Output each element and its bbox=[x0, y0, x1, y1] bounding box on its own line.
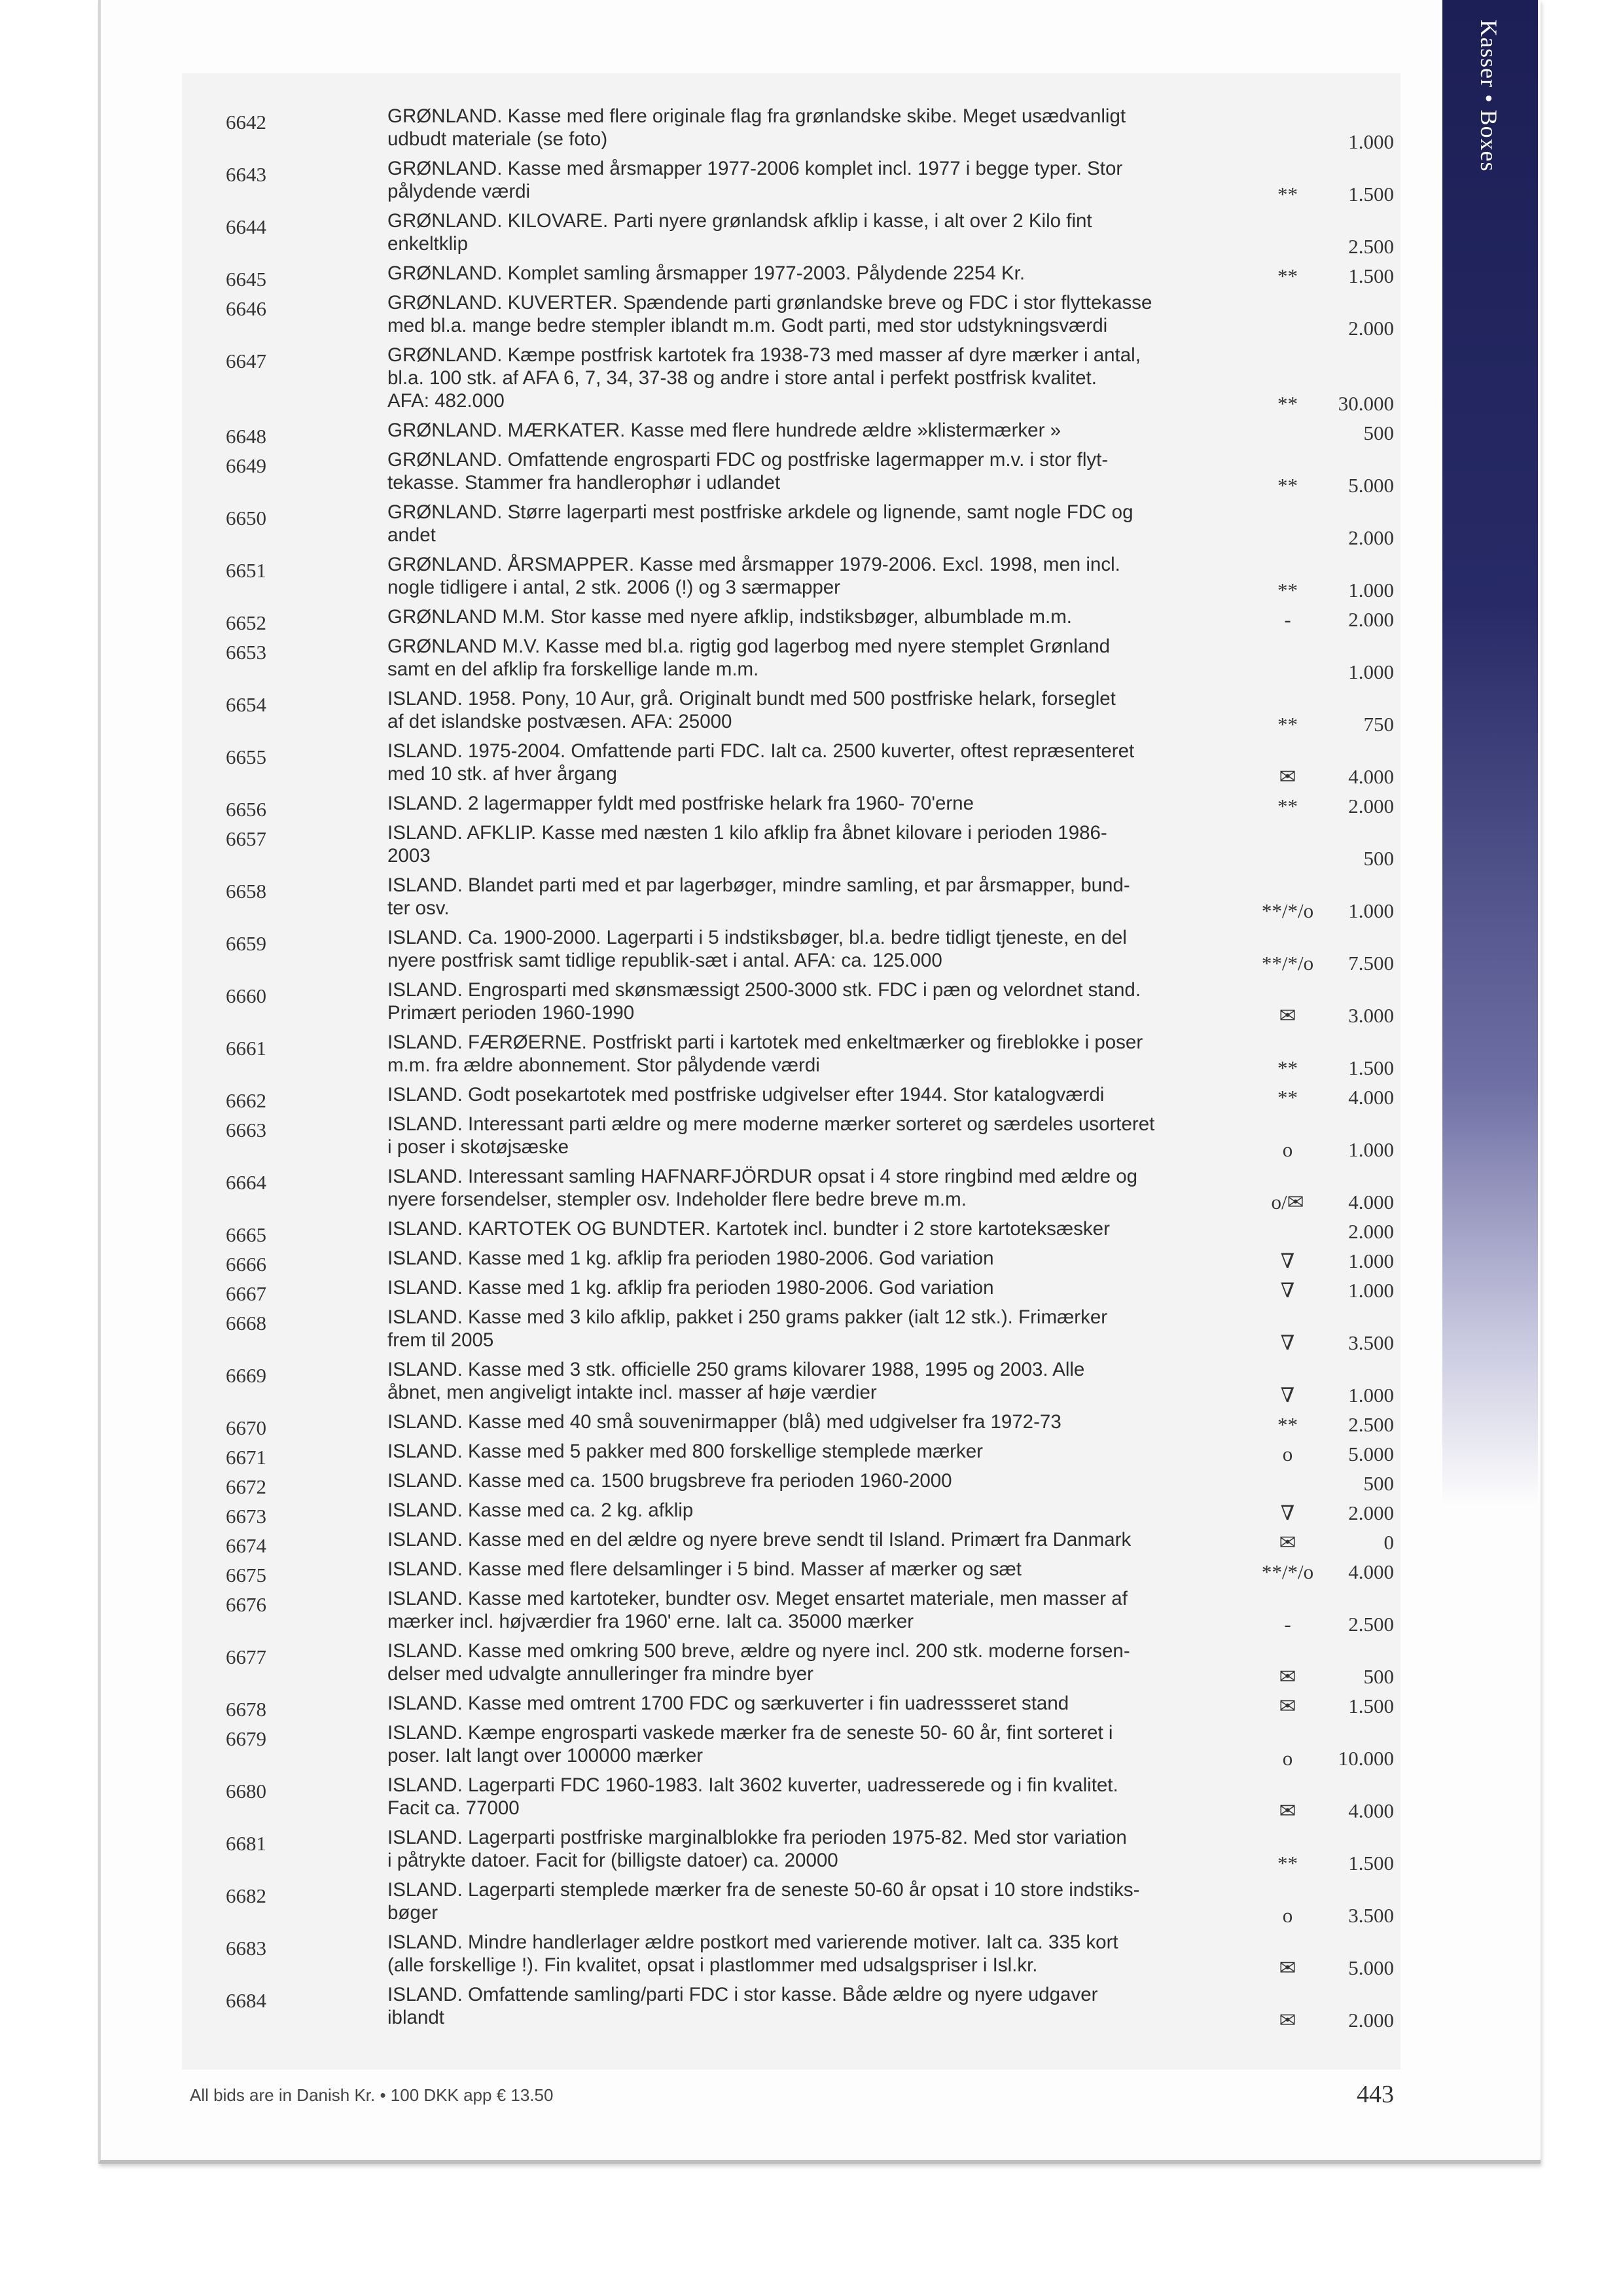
lot-number: 6677 bbox=[226, 1645, 266, 1668]
lot-row bbox=[0, 553, 1623, 599]
lot-row bbox=[0, 605, 1623, 634]
lot-description bbox=[387, 1826, 1238, 1872]
lot-row bbox=[0, 926, 1623, 975]
lot-description-line: m.m. fra ældre abonnement. Stor pålydende værdi bbox=[387, 1054, 820, 1076]
starting-price: 5.000 bbox=[1348, 1956, 1394, 1979]
lot-description bbox=[387, 291, 1238, 337]
lot-description-line: poser. Ialt langt over 100000 mærker bbox=[387, 1745, 704, 1767]
lot-number: 6653 bbox=[226, 641, 266, 664]
lot-description-line: ISLAND. Omfattende samling/parti FDC i stor kasse. Både ældre og nyere udgaver bbox=[387, 1984, 1098, 2005]
lot-description bbox=[387, 1031, 1238, 1077]
lot-number: 6666 bbox=[226, 1253, 266, 1276]
lot-description bbox=[387, 419, 1238, 442]
lot-description bbox=[387, 553, 1238, 599]
lot-description-line: Facit ca. 77000 bbox=[387, 1797, 520, 1819]
lot-description-line: GRØNLAND. Komplet samling årsmapper 1977-2003. Pålydende 2254 Kr. bbox=[387, 262, 1026, 284]
lot-description-line: GRØNLAND M.V. Kasse med bl.a. rigtig god lagerbog med nyere stemplet Grønland bbox=[387, 636, 1111, 657]
lot-number: 6645 bbox=[226, 268, 266, 291]
lot-description-line: ISLAND. Kasse med 3 kilo afklip, pakket i 250 grams pakker (ialt 12 stk.). Frimærker bbox=[387, 1306, 1108, 1328]
lot-description bbox=[387, 344, 1238, 412]
lot-number: 6644 bbox=[226, 215, 266, 238]
lot-description-line: GRØNLAND. MÆRKATER. Kasse med flere hundrede ældre »klistermærker » bbox=[387, 420, 1061, 441]
lot-description-line: (alle forskellige !). Fin kvalitet, opsat i plastlommer med udsalgspriser i Isl.kr. bbox=[387, 1954, 1038, 1976]
lot-description-line: pålydende værdi bbox=[387, 181, 531, 202]
lot-description-line: AFA: 482.000 bbox=[387, 390, 505, 412]
lot-row bbox=[0, 1217, 1623, 1246]
lot-description bbox=[387, 635, 1238, 681]
lot-description-line: i poser i skotøjsæske bbox=[387, 1136, 569, 1158]
lot-row bbox=[0, 262, 1623, 291]
lot-description-line: i påtrykte datoer. Facit for (billigste datoer) ca. 20000 bbox=[387, 1850, 838, 1871]
starting-price: 3.500 bbox=[1348, 1331, 1394, 1354]
starting-price: 7.500 bbox=[1348, 952, 1394, 975]
lot-description-line: enkeltklip bbox=[387, 233, 468, 255]
condition-symbol: ** bbox=[1277, 1852, 1298, 1874]
lot-number: 6647 bbox=[226, 350, 266, 372]
lot-description-line: ISLAND. Kasse med 5 pakker med 800 forskellige stemplede mærker bbox=[387, 1441, 983, 1462]
lot-description bbox=[387, 105, 1238, 151]
lot-description-line: ISLAND. Kasse med en del ældre og nyere breve sendt til Island. Primært fra Danmark bbox=[387, 1529, 1132, 1551]
condition-symbol: ✉ bbox=[1279, 1695, 1296, 1717]
lot-row bbox=[0, 419, 1623, 448]
lot-description bbox=[387, 1247, 1238, 1270]
condition-symbol: ** bbox=[1277, 713, 1298, 736]
condition-symbol: ∇ bbox=[1280, 1249, 1295, 1272]
lot-description bbox=[387, 1306, 1238, 1352]
lot-row bbox=[0, 1083, 1623, 1112]
lot-description bbox=[387, 1528, 1238, 1551]
lot-description-line: ISLAND. FÆRØERNE. Postfriskt parti i kartotek med enkeltmærker og fireblokke i poser bbox=[387, 1031, 1143, 1053]
condition-symbol: ** bbox=[1277, 795, 1298, 817]
starting-price: 1.000 bbox=[1348, 899, 1394, 922]
starting-price: 1.500 bbox=[1348, 264, 1394, 287]
starting-price: 1.000 bbox=[1348, 130, 1394, 153]
lot-description-line: GRØNLAND. KUVERTER. Spændende parti grønlandske breve og FDC i stor flyttekasse bbox=[387, 292, 1152, 314]
lot-row bbox=[0, 1031, 1623, 1077]
condition-symbol: o bbox=[1282, 1138, 1293, 1161]
starting-price: 500 bbox=[1363, 847, 1394, 870]
lot-number: 6643 bbox=[226, 163, 266, 186]
lot-number: 6656 bbox=[226, 798, 266, 821]
lot-number: 6681 bbox=[226, 1832, 266, 1855]
lot-description-line: ISLAND. Kæmpe engrosparti vaskede mærker fra de seneste 50- 60 år, fint sorteret i bbox=[387, 1722, 1113, 1744]
starting-price: 2.000 bbox=[1348, 1501, 1394, 1524]
starting-price: 2.000 bbox=[1348, 795, 1394, 817]
lot-description bbox=[387, 1276, 1238, 1299]
lot-description bbox=[387, 1217, 1238, 1240]
lot-description bbox=[387, 740, 1238, 785]
lot-description-line: ISLAND. 1975-2004. Omfattende parti FDC. Ialt ca. 2500 kuverter, oftest repræsenteret bbox=[387, 740, 1135, 762]
lot-row bbox=[0, 1721, 1623, 1770]
lot-number: 6675 bbox=[226, 1564, 266, 1587]
lot-number: 6680 bbox=[226, 1780, 266, 1803]
lot-description-line: iblandt bbox=[387, 2007, 444, 2028]
condition-symbol: ✉ bbox=[1279, 1956, 1296, 1979]
lot-number: 6655 bbox=[226, 745, 266, 768]
lot-row bbox=[0, 105, 1623, 151]
lot-description-line: med 10 stk. af hver årgang bbox=[387, 763, 617, 785]
lot-description bbox=[387, 1499, 1238, 1522]
lot-row bbox=[0, 874, 1623, 920]
condition-symbol: ∇ bbox=[1280, 1331, 1295, 1354]
lot-row bbox=[0, 1499, 1623, 1528]
lot-row bbox=[0, 687, 1623, 736]
lot-row bbox=[0, 157, 1623, 206]
lot-description bbox=[387, 605, 1238, 628]
section-tab-label: Kasser • Boxes bbox=[1476, 20, 1502, 172]
lot-description bbox=[387, 1440, 1238, 1463]
lot-number: 6665 bbox=[226, 1223, 266, 1246]
starting-price: 1.500 bbox=[1348, 1852, 1394, 1874]
lot-description-line: nogle tidligere i antal, 2 stk. 2006 (!) og 3 særmapper bbox=[387, 577, 840, 598]
lot-description-line: GRØNLAND. Kasse med flere originale flag fra grønlandske skibe. Meget usædvanligt bbox=[387, 105, 1126, 127]
lot-number: 6670 bbox=[226, 1416, 266, 1439]
lot-description-line: ISLAND. Blandet parti med et par lagerbøger, mindre samling, et par årsmapper, bund- bbox=[387, 874, 1130, 896]
starting-price: 500 bbox=[1363, 1665, 1394, 1688]
lot-number: 6650 bbox=[226, 507, 266, 529]
lot-description-line: delser med udvalgte annulleringer fra mindre byer bbox=[387, 1663, 813, 1685]
condition-symbol: ** bbox=[1277, 392, 1298, 415]
lot-description-line: GRØNLAND. Kæmpe postfrisk kartotek fra 1938-73 med masser af dyre mærker i antal, bbox=[387, 344, 1141, 366]
lot-description bbox=[387, 1640, 1238, 1685]
lot-row bbox=[0, 1469, 1623, 1498]
lot-row bbox=[0, 1587, 1623, 1636]
condition-symbol: ** bbox=[1277, 1056, 1298, 1079]
lot-description-line: bl.a. 100 stk. af AFA 6, 7, 34, 37-38 og andre i store antal i perfekt postfrisk kvalitet. bbox=[387, 367, 1097, 389]
lot-description-line: ISLAND. Kasse med flere delsamlinger i 5 bind. Masser af mærker og sæt bbox=[387, 1558, 1022, 1580]
lot-row bbox=[0, 1247, 1623, 1276]
starting-price: 1.000 bbox=[1348, 1138, 1394, 1161]
lot-description-line: ISLAND. Lagerparti FDC 1960-1983. Ialt 3602 kuverter, uadresserede og i fin kvalitet. bbox=[387, 1774, 1118, 1796]
starting-price: 0 bbox=[1383, 1531, 1394, 1554]
lot-description bbox=[387, 1878, 1238, 1924]
starting-price: 2.000 bbox=[1348, 317, 1394, 340]
lot-row bbox=[0, 1306, 1623, 1352]
lot-number: 6673 bbox=[226, 1505, 266, 1528]
starting-price: 750 bbox=[1363, 713, 1394, 736]
lot-description bbox=[387, 1469, 1238, 1492]
lot-description-line: ISLAND. Mindre handlerlager ældre postkort med varierende motiver. Ialt ca. 335 kort bbox=[387, 1931, 1118, 1953]
condition-symbol: ∇ bbox=[1280, 1279, 1295, 1302]
lot-number: 6657 bbox=[226, 827, 266, 850]
lot-number: 6649 bbox=[226, 454, 266, 477]
lot-row bbox=[0, 740, 1623, 788]
condition-symbol: o bbox=[1282, 1904, 1293, 1927]
lot-description-line: ter osv. bbox=[387, 897, 450, 919]
lot-description-line: tekasse. Stammer fra handlerophør i udlandet bbox=[387, 472, 781, 493]
lot-description-line: ISLAND. 1958. Pony, 10 Aur, grå. Originalt bundt med 500 postfriske helark, forseglet bbox=[387, 688, 1116, 709]
lot-row bbox=[0, 635, 1623, 681]
starting-price: 2.000 bbox=[1348, 1220, 1394, 1243]
lot-row bbox=[0, 1774, 1623, 1820]
condition-symbol: o bbox=[1282, 1747, 1293, 1770]
starting-price: 10.000 bbox=[1338, 1747, 1394, 1770]
lot-description bbox=[387, 1774, 1238, 1820]
starting-price: 2.500 bbox=[1348, 1413, 1394, 1436]
lot-description bbox=[387, 209, 1238, 255]
lot-description-line: med bl.a. mange bedre stempler iblandt m.m. Godt parti, med stor udstykningsværdi bbox=[387, 315, 1108, 336]
starting-price: 2.000 bbox=[1348, 526, 1394, 549]
lot-description-line: bøger bbox=[387, 1902, 438, 1924]
condition-symbol: ** bbox=[1277, 183, 1298, 206]
currency-note: All bids are in Danish Kr. • 100 DKK app € 13.50 bbox=[190, 2085, 554, 2105]
lot-row bbox=[0, 1440, 1623, 1469]
condition-symbol: o/✉ bbox=[1271, 1191, 1304, 1213]
condition-symbol: **/*/o bbox=[1261, 899, 1314, 922]
lot-description-line: ISLAND. Lagerparti postfriske marginalblokke fra perioden 1975-82. Med stor variation bbox=[387, 1827, 1127, 1848]
lot-number: 6668 bbox=[226, 1312, 266, 1335]
lot-number: 6664 bbox=[226, 1171, 266, 1194]
lot-row bbox=[0, 1931, 1623, 1977]
lot-description-line: Primært perioden 1960-1990 bbox=[387, 1002, 635, 1024]
lot-description-line: frem til 2005 bbox=[387, 1329, 494, 1351]
condition-symbol: ** bbox=[1277, 1413, 1298, 1436]
lot-number: 6672 bbox=[226, 1475, 266, 1498]
lot-description bbox=[387, 1410, 1238, 1433]
lot-description-line: ISLAND. 2 lagermapper fyldt med postfriske helark fra 1960- 70'erne bbox=[387, 793, 974, 814]
lot-number: 6679 bbox=[226, 1727, 266, 1750]
starting-price: 2.000 bbox=[1348, 2009, 1394, 2032]
starting-price: 3.000 bbox=[1348, 1004, 1394, 1027]
condition-symbol: ✉ bbox=[1279, 1665, 1296, 1688]
lot-number: 6682 bbox=[226, 1884, 266, 1907]
starting-price: 4.000 bbox=[1348, 1799, 1394, 1822]
condition-symbol: ∇ bbox=[1280, 1501, 1295, 1524]
lot-description-line: ISLAND. Kasse med kartoteker, bundter osv. Meget ensartet materiale, men masser af bbox=[387, 1588, 1128, 1609]
starting-price: 1.000 bbox=[1348, 660, 1394, 683]
condition-symbol: o bbox=[1282, 1443, 1293, 1465]
lot-description-line: ISLAND. Engrosparti med skønsmæssigt 2500-3000 stk. FDC i pæn og velordnet stand. bbox=[387, 979, 1141, 1001]
starting-price: 1.000 bbox=[1348, 579, 1394, 601]
lot-description bbox=[387, 1083, 1238, 1106]
condition-symbol: ✉ bbox=[1279, 1531, 1296, 1554]
lot-row bbox=[0, 1165, 1623, 1211]
starting-price: 30.000 bbox=[1338, 392, 1394, 415]
starting-price: 2.500 bbox=[1348, 1613, 1394, 1636]
starting-price: 500 bbox=[1363, 1472, 1394, 1495]
lot-number: 6678 bbox=[226, 1698, 266, 1721]
lot-number: 6661 bbox=[226, 1037, 266, 1060]
lot-description-line: udbudt materiale (se foto) bbox=[387, 128, 608, 150]
lot-row bbox=[0, 978, 1623, 1027]
starting-price: 1.500 bbox=[1348, 1056, 1394, 1079]
lot-description-line: ISLAND. Kasse med 1 kg. afklip fra perioden 1980-2006. God variation bbox=[387, 1247, 994, 1269]
lot-number: 6652 bbox=[226, 611, 266, 634]
starting-price: 1.500 bbox=[1348, 183, 1394, 206]
lot-description bbox=[387, 1358, 1238, 1404]
lot-description-line: ISLAND. Ca. 1900-2000. Lagerparti i 5 indstiksbøger, bl.a. bedre tidligt tjeneste, en del bbox=[387, 927, 1127, 948]
lot-description-line: ISLAND. Lagerparti stemplede mærker fra de seneste 50-60 år opsat i 10 store indstiks- bbox=[387, 1879, 1140, 1901]
condition-symbol: ✉ bbox=[1279, 2009, 1296, 2032]
lot-row bbox=[0, 501, 1623, 547]
starting-price: 1.000 bbox=[1348, 1384, 1394, 1407]
lot-description bbox=[387, 1165, 1238, 1211]
lot-row bbox=[0, 792, 1623, 821]
starting-price: 4.000 bbox=[1348, 1191, 1394, 1213]
lot-description bbox=[387, 1721, 1238, 1767]
starting-price: 1.000 bbox=[1348, 1249, 1394, 1272]
starting-price: 3.500 bbox=[1348, 1904, 1394, 1927]
lot-description-line: GRØNLAND. Større lagerparti mest postfriske arkdele og lignende, samt nogle FDC og bbox=[387, 501, 1133, 523]
lot-number: 6651 bbox=[226, 559, 266, 582]
lot-description bbox=[387, 1983, 1238, 2029]
lot-description bbox=[387, 157, 1238, 203]
lot-description bbox=[387, 792, 1238, 815]
starting-price: 500 bbox=[1363, 422, 1394, 444]
condition-symbol: **/*/o bbox=[1261, 952, 1314, 975]
condition-symbol: ** bbox=[1277, 1086, 1298, 1109]
lot-row bbox=[0, 1878, 1623, 1927]
starting-price: 5.000 bbox=[1348, 474, 1394, 497]
lot-row bbox=[0, 344, 1623, 415]
lot-description-line: mærker incl. højværdier fra 1960' erne. Ialt ca. 35000 mærker bbox=[387, 1611, 914, 1632]
lot-row bbox=[0, 1640, 1623, 1688]
starting-price: 2.500 bbox=[1348, 235, 1394, 258]
lot-description bbox=[387, 1931, 1238, 1977]
lot-description-line: GRØNLAND. Omfattende engrosparti FDC og postfriske lagermapper m.v. i stor flyt- bbox=[387, 449, 1109, 471]
lot-number: 6660 bbox=[226, 984, 266, 1007]
lot-description-line: ISLAND. AFKLIP. Kasse med næsten 1 kilo afklip fra åbnet kilovare i perioden 1986- bbox=[387, 822, 1107, 844]
lot-description bbox=[387, 926, 1238, 972]
lot-number: 6659 bbox=[226, 932, 266, 955]
lot-row bbox=[0, 1692, 1623, 1721]
lot-description-line: andet bbox=[387, 524, 436, 546]
lot-row bbox=[0, 1358, 1623, 1407]
lot-description bbox=[387, 874, 1238, 920]
lot-description bbox=[387, 1113, 1238, 1158]
starting-price: 1.000 bbox=[1348, 1279, 1394, 1302]
page-number: 443 bbox=[1357, 2081, 1394, 2108]
lot-number: 6648 bbox=[226, 425, 266, 448]
condition-symbol: ** bbox=[1277, 579, 1298, 601]
starting-price: 4.000 bbox=[1348, 1560, 1394, 1583]
condition-symbol: ∇ bbox=[1280, 1384, 1295, 1407]
lot-description-line: GRØNLAND. KILOVARE. Parti nyere grønlandsk afklip i kasse, i alt over 2 Kilo fint bbox=[387, 210, 1092, 232]
starting-price: 4.000 bbox=[1348, 1086, 1394, 1109]
lot-description-line: ISLAND. Interessant samling HAFNARFJÖRDUR opsat i 4 store ringbind med ældre og bbox=[387, 1166, 1138, 1187]
lot-number: 6683 bbox=[226, 1937, 266, 1960]
starting-price: 5.000 bbox=[1348, 1443, 1394, 1465]
lot-number: 6669 bbox=[226, 1364, 266, 1387]
lot-description bbox=[387, 448, 1238, 494]
lot-description bbox=[387, 687, 1238, 733]
starting-price: 2.000 bbox=[1348, 608, 1394, 631]
condition-symbol: **/*/o bbox=[1261, 1560, 1314, 1583]
lot-description-line: samt en del afklip fra forskellige lande m.m. bbox=[387, 658, 759, 680]
lot-description bbox=[387, 821, 1238, 867]
lot-number: 6676 bbox=[226, 1593, 266, 1616]
lot-number: 6658 bbox=[226, 880, 266, 903]
lot-row bbox=[0, 1558, 1623, 1587]
lot-number: 6654 bbox=[226, 693, 266, 716]
lot-number: 6646 bbox=[226, 297, 266, 320]
lot-number: 6667 bbox=[226, 1282, 266, 1305]
lot-row bbox=[0, 1410, 1623, 1439]
lot-description-line: GRØNLAND M.M. Stor kasse med nyere afklip, indstiksbøger, albumblade m.m. bbox=[387, 606, 1072, 628]
lot-description bbox=[387, 978, 1238, 1024]
lot-row bbox=[0, 448, 1623, 497]
condition-symbol: ✉ bbox=[1279, 765, 1296, 788]
lot-row bbox=[0, 821, 1623, 870]
lot-description-line: ISLAND. Kasse med omkring 500 breve, ældre og nyere incl. 200 stk. moderne forsen- bbox=[387, 1640, 1130, 1662]
lot-number: 6642 bbox=[226, 111, 266, 134]
lot-row bbox=[0, 1276, 1623, 1305]
lot-description-line: nyere postfrisk samt tidlige republik-sæt i antal. AFA: ca. 125.000 bbox=[387, 950, 942, 971]
condition-symbol: ✉ bbox=[1279, 1799, 1296, 1822]
lot-description-line: ISLAND. KARTOTEK OG BUNDTER. Kartotek incl. bundter i 2 store kartoteksæsker bbox=[387, 1218, 1110, 1240]
lot-number: 6663 bbox=[226, 1119, 266, 1141]
lot-description-line: 2003 bbox=[387, 845, 431, 867]
lot-row bbox=[0, 1826, 1623, 1872]
lot-row bbox=[0, 1113, 1623, 1161]
lot-description-line: ISLAND. Kasse med ca. 1500 brugsbreve fra perioden 1960-2000 bbox=[387, 1470, 952, 1492]
lot-description-line: af det islandske postvæsen. AFA: 25000 bbox=[387, 711, 732, 732]
lot-description-line: ISLAND. Kasse med ca. 2 kg. afklip bbox=[387, 1499, 694, 1521]
lot-number: 6684 bbox=[226, 1989, 266, 2012]
lot-description-line: ISLAND. Kasse med 3 stk. officielle 250 grams kilovarer 1988, 1995 og 2003. Alle bbox=[387, 1359, 1085, 1380]
lot-description-line: ISLAND. Kasse med 1 kg. afklip fra perioden 1980-2006. God variation bbox=[387, 1277, 994, 1299]
lot-description-line: ISLAND. Kasse med 40 små souvenirmapper (blå) med udgivelser fra 1972-73 bbox=[387, 1411, 1061, 1433]
condition-symbol: - bbox=[1284, 1613, 1291, 1636]
lot-row bbox=[0, 1983, 1623, 2032]
condition-symbol: ** bbox=[1277, 264, 1298, 287]
lot-number: 6662 bbox=[226, 1089, 266, 1112]
lot-description-line: GRØNLAND. Kasse med årsmapper 1977-2006 komplet incl. 1977 i begge typer. Stor bbox=[387, 158, 1123, 179]
lot-description-line: GRØNLAND. ÅRSMAPPER. Kasse med årsmapper 1979-2006. Excl. 1998, men incl. bbox=[387, 554, 1120, 575]
condition-symbol: ✉ bbox=[1279, 1004, 1296, 1027]
lot-number: 6671 bbox=[226, 1446, 266, 1469]
lot-description bbox=[387, 1558, 1238, 1581]
lot-description bbox=[387, 1587, 1238, 1633]
lot-description bbox=[387, 1692, 1238, 1715]
lot-description bbox=[387, 262, 1238, 285]
lot-row bbox=[0, 1528, 1623, 1557]
lot-description-line: nyere forsendelser, stempler osv. Indeholder flere bedre breve m.m. bbox=[387, 1189, 967, 1210]
condition-symbol: ** bbox=[1277, 474, 1298, 497]
starting-price: 1.500 bbox=[1348, 1695, 1394, 1717]
lot-description-line: åbnet, men angiveligt intakte incl. masser af høje værdier bbox=[387, 1382, 877, 1403]
lot-row bbox=[0, 291, 1623, 340]
starting-price: 4.000 bbox=[1348, 765, 1394, 788]
lot-description bbox=[387, 501, 1238, 547]
lot-number: 6674 bbox=[226, 1534, 266, 1557]
lot-row bbox=[0, 209, 1623, 258]
lot-description-line: ISLAND. Godt posekartotek med postfriske udgivelser efter 1944. Stor katalogværdi bbox=[387, 1084, 1105, 1105]
condition-symbol: - bbox=[1284, 608, 1291, 631]
lot-description-line: ISLAND. Interessant parti ældre og mere moderne mærker sorteret og særdeles usorteret bbox=[387, 1113, 1155, 1135]
lot-description-line: ISLAND. Kasse med omtrent 1700 FDC og særkuverter i fin uadressseret stand bbox=[387, 1693, 1069, 1714]
